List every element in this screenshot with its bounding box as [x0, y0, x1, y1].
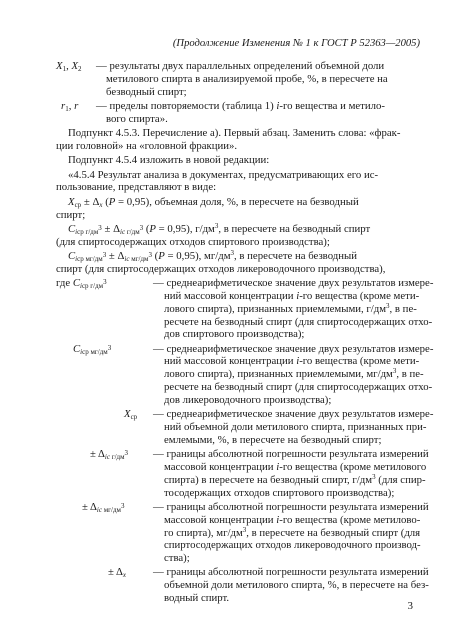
def-x1x2-line2: метилового спирта в анализируемой пробе, %, в пересчете на	[106, 72, 388, 85]
formula-xcp-line2: спирт;	[56, 208, 86, 221]
where-d6-line3: водный спирт.	[164, 592, 230, 604]
where-d4-line4: тосодержащих отходов спиртового производства);	[164, 486, 395, 499]
where-d3-line3: емлемыми, %, в пересчете на безводный спирт;	[164, 433, 382, 446]
where-d2-line3: лового спирта), признанных приемлемыми, $мг/дм^3$, в пе-	[164, 367, 424, 381]
running-header: (Продолжение Изменения № 1 к ГОСТ Р 52363—2005)	[172, 38, 420, 49]
formula-cicp-mg-line1: $C_{iср мг/дм^3} \pm \Delta_{ic мг/дм^3}$ (P = 0,95), $мг/дм^3$, в пересчете на безводный	[68, 249, 357, 263]
where-d1-line1: — среднеарифметическое значение двух результатов измере-	[153, 277, 434, 290]
where-d4-symbol: ± $\Delta_{ic г/дм^3}$	[90, 448, 129, 462]
where-d2-line1: — среднеарифметическое значение двух результатов измере-	[153, 342, 434, 355]
where-d5-line4: спиртосодержащих отходов ликероводочного производ-	[164, 539, 421, 552]
where-d3-line2: ний объемной доли метилового спирта, признанных при-	[164, 421, 427, 433]
formula-cicp-g-line1: $C_{iср г/дм^3} \pm \Delta_{ic г/дм^3}$ (P = 0,95), $г/дм^3$, в пересчете на безводный спирт	[68, 221, 371, 236]
def-r-symbol: $r_1$, r	[61, 99, 79, 113]
where-d6-line2: объемной доли метилового спирта, %, в пересчете на без-	[164, 579, 429, 592]
formula-xcp-line1: $X_{ср} \pm \Delta_x$ (P = 0,95), объемная доля, %, в пересчете на безводный	[68, 195, 359, 209]
where-d5-symbol: ± $\Delta_{ic мг/дм^3}$	[82, 500, 125, 514]
where-d4-line1: — границы абсолютной погрешности результата измерений	[153, 448, 429, 461]
where-d2-line4: ресчете на безводный спирт (для спиртосодержащих отхо-	[164, 381, 433, 393]
where-d3-symbol: $X_{ср}$	[124, 408, 138, 422]
where-d6-line1: — границы абсолютной погрешности результата измерений	[153, 566, 429, 579]
where-d4-line3: спирта) в пересчете на безводный спирт, $г/дм^3$ (для спир-	[164, 472, 426, 486]
where-d1-line2: ний массовой концентрации i-го вещества (кроме мети-	[164, 289, 420, 302]
def-x1x2-symbol: $X_1$, $X_2$	[56, 60, 82, 73]
def-r-line2: вого спирта».	[106, 112, 168, 125]
where-d2-symbol: $C_{iср мг/дм^3}$	[73, 342, 112, 356]
formula-cicp-g-line2: (для спиртосодержащих отходов спиртового производства);	[56, 235, 330, 248]
def-x1x2-line1: — результаты двух параллельных определений объемной доли	[96, 60, 385, 72]
where-d5-line5: ства);	[164, 552, 190, 565]
para-subclause-454-line1: Подпункт 4.5.4 изложить в новой редакции:	[68, 154, 270, 167]
where-d4-line2: массовой концентрации i-го вещества (кроме метилового	[164, 460, 427, 473]
where-d2-line2: ний массовой концентрации i-го вещества (кроме мети-	[164, 355, 420, 368]
def-x1x2-line3: безводный спирт;	[106, 85, 187, 98]
where-d2-line5: дов ликероводочного производства);	[164, 393, 332, 406]
para-subclause-453-line2: ции головной» на «головной фракции».	[56, 139, 238, 152]
formula-cicp-mg-line2: спирт (для спиртосодержащих отходов ликероводочного производства),	[56, 262, 386, 275]
where-d1-line4: ресчете на безводный спирт (для спиртосодержащих отхо-	[164, 315, 433, 328]
where-d1-symbol: где $C_{iср г/дм^3}$	[56, 277, 107, 291]
page-number: 3	[407, 600, 413, 612]
para-subclause-454-line2: «4.5.4 Результат анализа в документах, предусматривающих его ис-	[68, 168, 379, 181]
where-d3-line1: — среднеарифметическое значение двух результатов измере-	[153, 408, 434, 421]
where-d5-line2: массовой концентрации i-го вещества (кроме метилово-	[164, 513, 421, 526]
where-d1-line3: лового спирта), признанных приемлемыми, $г/дм^3$, в пе-	[164, 301, 417, 315]
para-subclause-454-line3: пользование, представляют в виде:	[56, 181, 217, 194]
para-subclause-453-line1: Подпункт 4.5.3. Перечисление а). Первый абзац. Заменить слова: «фрак-	[68, 127, 401, 140]
def-r-line1: — пределы повторяемости (таблица 1) i-го вещества и метило-	[96, 99, 385, 112]
where-d6-symbol: ± $\Delta_x$	[108, 566, 127, 580]
where-d5-line1: — границы абсолютной погрешности результата измерений	[153, 500, 429, 513]
where-d1-line5: дов спиртового производства);	[164, 328, 305, 341]
where-d5-line3: го спирта), $мг/дм^3$, в пересчете на безводный спирт (для	[164, 525, 421, 539]
